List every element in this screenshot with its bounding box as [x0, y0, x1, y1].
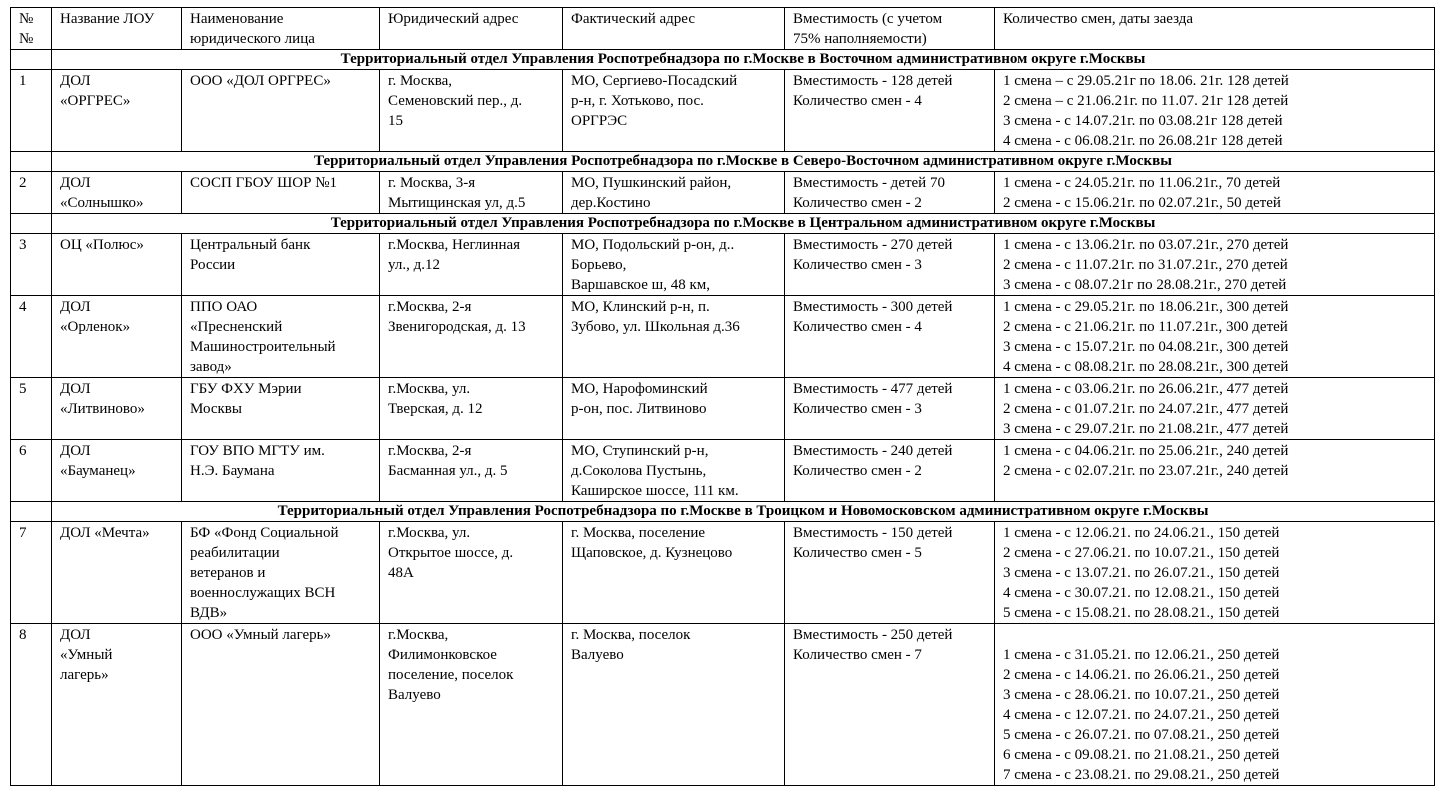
section-title: Территориальный отдел Управления Роспотребнадзора по г.Москве в Троицком и Новомосковском административном округе г.Москвы	[52, 502, 1435, 522]
text-line: юридического лица	[190, 31, 315, 47]
text-line: 1 смена - с 04.06.21г. по 25.06.21г., 240 детей	[1003, 443, 1289, 459]
text-line: Тверская, д. 12	[388, 401, 483, 417]
legal-address-cell	[380, 234, 563, 296]
capacity-cell	[785, 624, 995, 786]
text-line: г.Москва, ул.	[388, 525, 471, 541]
text-line: Центральный банк	[190, 237, 311, 253]
text-line: 4 смена - с 08.08.21г. по 28.08.21г., 300 детей	[1003, 359, 1289, 375]
capacity-cell	[785, 234, 995, 296]
text-line: Валуево	[571, 647, 624, 663]
text-line: Вместимость - 128 детей	[793, 73, 953, 89]
legal-entity-cell	[182, 522, 380, 624]
text-line: Фактический адрес	[571, 11, 695, 27]
text-line: ООО «ДОЛ ОРГРЕС»	[190, 73, 331, 89]
table-row	[11, 172, 1435, 214]
row-num: 8	[11, 624, 52, 786]
camp-name-cell	[52, 440, 182, 502]
text-line: 48А	[388, 565, 414, 581]
text-line: Количество смен - 3	[793, 401, 922, 417]
text-line: 1 смена – с 29.05.21г по 18.06. 21г. 128 детей	[1003, 73, 1289, 89]
capacity-cell	[785, 296, 995, 378]
text-line: 2 смена - с 21.06.21г. по 11.07.21г., 300 детей	[1003, 319, 1288, 335]
table-body	[11, 8, 1435, 786]
text-line: Вместимость - 477 детей	[793, 381, 953, 397]
row-num: 5	[11, 378, 52, 440]
text-line: 4 смена - с 30.07.21. по 12.08.21., 150 детей	[1003, 585, 1280, 601]
text-line: МО, Сергиево-Посадский	[571, 73, 738, 89]
capacity-cell	[785, 522, 995, 624]
text-line: «Орленок»	[60, 319, 131, 335]
section-row	[11, 152, 1435, 172]
text-line: 4 смена - с 06.08.21г. по 26.08.21г 128 детей	[1003, 133, 1283, 149]
section-num-cell	[11, 152, 52, 172]
text-line: 2 смена - с 15.06.21г. по 02.07.21г., 50 детей	[1003, 195, 1281, 211]
section-num-cell	[11, 214, 52, 234]
text-line: 15	[388, 113, 403, 129]
legal-entity-cell	[182, 296, 380, 378]
text-line: Вместимость - 240 детей	[793, 443, 953, 459]
text-line: дер.Костино	[571, 195, 651, 211]
table-row	[11, 378, 1435, 440]
text-line: Название ЛОУ	[60, 11, 155, 27]
actual-address-cell	[563, 172, 785, 214]
text-line: Звенигородская, д. 13	[388, 319, 526, 335]
text-line: Наименование	[190, 11, 284, 27]
camp-name-cell	[52, 172, 182, 214]
text-line: г.Москва, Неглинная	[388, 237, 521, 253]
capacity-cell	[785, 172, 995, 214]
text-line: 2 смена – с 21.06.21г. по 11.07. 21г 128 детей	[1003, 93, 1289, 109]
text-line: р-он, пос. Литвиново	[571, 401, 707, 417]
text-line: «Литвиново»	[60, 401, 145, 417]
text-line: 3 смена - с 29.07.21г. по 21.08.21г., 477 детей	[1003, 421, 1289, 437]
text-line: Количество смен - 7	[793, 647, 922, 663]
text-line: 3 смена - с 28.06.21. по 10.07.21., 250 детей	[1003, 687, 1280, 703]
text-line: Валуево	[388, 687, 441, 703]
text-line: р-н, г. Хотьково, пос.	[571, 93, 704, 109]
camp-name-cell	[52, 70, 182, 152]
actual-address-cell	[563, 378, 785, 440]
text-line: ДОЛ	[60, 73, 91, 89]
actual-address-cell	[563, 624, 785, 786]
text-line: ДОЛ	[60, 381, 91, 397]
text-line: 4 смена - с 12.07.21. по 24.07.21., 250 детей	[1003, 707, 1280, 723]
section-row	[11, 502, 1435, 522]
text-line: 2 смена - с 02.07.21г. по 23.07.21г., 240 детей	[1003, 463, 1289, 479]
actual-address-cell	[563, 234, 785, 296]
legal-entity-cell	[182, 440, 380, 502]
legal-address-cell	[380, 378, 563, 440]
text-line: реабилитации	[190, 545, 280, 561]
text-line: Семеновский пер., д.	[388, 93, 523, 109]
text-line: завод»	[190, 359, 232, 375]
camp-name-cell	[52, 234, 182, 296]
text-line: Москвы	[190, 401, 242, 417]
text-line: «Бауманец»	[60, 463, 136, 479]
text-line: д.Соколова Пустынь,	[571, 463, 707, 479]
text-line: 1 смена - с 12.06.21. по 24.06.21., 150 детей	[1003, 525, 1280, 541]
text-line: России	[190, 257, 236, 273]
legal-entity-cell	[182, 378, 380, 440]
text-line: Вместимость - детей 70	[793, 175, 945, 191]
text-line: Борьево,	[571, 257, 627, 273]
text-line: Н.Э. Баумана	[190, 463, 275, 479]
text-line: ДОЛ	[60, 627, 91, 643]
actual-address-cell	[563, 440, 785, 502]
row-num: 6	[11, 440, 52, 502]
text-line: МО, Нарофоминский	[571, 381, 708, 397]
text-line: Вместимость - 270 детей	[793, 237, 953, 253]
header-num	[11, 8, 52, 50]
text-line: ул., д.12	[388, 257, 440, 273]
text-line: г.Москва, 2-я	[388, 299, 472, 315]
text-line: ГБУ ФХУ Мэрии	[190, 381, 302, 397]
section-row	[11, 214, 1435, 234]
text-line: 2 смена - с 01.07.21г. по 24.07.21г., 477 детей	[1003, 401, 1289, 417]
text-line: ООО «Умный лагерь»	[190, 627, 332, 643]
text-line: ДОЛ	[60, 299, 91, 315]
text-line: БФ «Фонд Социальной	[190, 525, 339, 541]
text-line: Басманная ул., д. 5	[388, 463, 508, 479]
row-num: 3	[11, 234, 52, 296]
section-title: Территориальный отдел Управления Роспотребнадзора по г.Москве в Северо-Восточном административном округе г.Москвы	[52, 152, 1435, 172]
camp-name-cell	[52, 522, 182, 624]
legal-address-cell	[380, 522, 563, 624]
text-line: «Умный	[60, 647, 113, 663]
text-line: 2 смена - с 14.06.21. по 26.06.21., 250 детей	[1003, 667, 1280, 683]
text-line: 5 смена - с 26.07.21. по 07.08.21., 250 детей	[1003, 727, 1280, 743]
header-legal-entity	[182, 8, 380, 50]
table-row	[11, 296, 1435, 378]
text-line: 1 смена - с 03.06.21г. по 26.06.21г., 477 детей	[1003, 381, 1289, 397]
text-line: МО, Клинский р-н, п.	[571, 299, 710, 315]
text-line: №	[19, 31, 34, 47]
header-row	[11, 8, 1435, 50]
row-num: 2	[11, 172, 52, 214]
text-line: г.Москва, 2-я	[388, 443, 472, 459]
text-line: ДОЛ	[60, 443, 91, 459]
table-row	[11, 234, 1435, 296]
text-line: 2 смена - с 27.06.21. по 10.07.21., 150 детей	[1003, 545, 1280, 561]
text-line: г.Москва, ул.	[388, 381, 471, 397]
text-line: Щаповское, д. Кузнецово	[571, 545, 733, 561]
text-line: «Пресненский	[190, 319, 283, 335]
legal-address-cell	[380, 70, 563, 152]
text-line: МО, Ступинский р-н,	[571, 443, 709, 459]
legal-entity-cell	[182, 70, 380, 152]
text-line: ГОУ ВПО МГТУ им.	[190, 443, 325, 459]
camp-name-cell	[52, 624, 182, 786]
text-line: Варшавское ш, 48 км,	[571, 277, 710, 293]
text-line: Количество смен - 2	[793, 195, 922, 211]
text-line: ОРГРЭС	[571, 113, 628, 129]
text-line: ОЦ «Полюс»	[60, 237, 144, 253]
actual-address-cell	[563, 296, 785, 378]
blank-line	[1003, 625, 1430, 645]
text-line: г. Москва, поселение	[571, 525, 706, 541]
section-num-cell	[11, 50, 52, 70]
text-line: г. Москва,	[388, 73, 453, 89]
camps-table	[10, 7, 1435, 786]
text-line: Количество смен - 2	[793, 463, 922, 479]
text-line: 3 смена - с 13.07.21. по 26.07.21., 150 детей	[1003, 565, 1280, 581]
text-line: 7 смена - с 23.08.21. по 29.08.21., 250 детей	[1003, 767, 1280, 783]
header-legal-address	[380, 8, 563, 50]
shifts-cell	[995, 522, 1435, 624]
shifts-cell	[995, 378, 1435, 440]
header-actual-address	[563, 8, 785, 50]
capacity-cell	[785, 378, 995, 440]
capacity-cell	[785, 70, 995, 152]
text-line: г.Москва,	[388, 627, 449, 643]
section-title: Территориальный отдел Управления Роспотребнадзора по г.Москве в Восточном административном округе г.Москвы	[52, 50, 1435, 70]
text-line: 3 смена - с 14.07.21г. по 03.08.21г 128 детей	[1003, 113, 1283, 129]
table-row	[11, 624, 1435, 786]
legal-address-cell	[380, 624, 563, 786]
text-line: Машиностроительный	[190, 339, 336, 355]
text-line: 3 смена - с 08.07.21г по 28.08.21г., 270 детей	[1003, 277, 1287, 293]
legal-entity-cell	[182, 234, 380, 296]
text-line: 1 смена - с 31.05.21. по 12.06.21., 250 детей	[1003, 647, 1280, 663]
text-line: «ОРГРЕС»	[60, 93, 131, 109]
text-line: Зубово, ул. Школьная д.36	[571, 319, 740, 335]
text-line: г. Москва, 3-я	[388, 175, 476, 191]
text-line: Мытищинская ул, д.5	[388, 195, 526, 211]
text-line: ветеранов и	[190, 565, 266, 581]
shifts-cell	[995, 624, 1435, 786]
text-line: Количество смен - 4	[793, 319, 922, 335]
capacity-cell	[785, 440, 995, 502]
shifts-cell	[995, 234, 1435, 296]
text-line: Открытое шоссе, д.	[388, 545, 514, 561]
text-line: МО, Пушкинский район,	[571, 175, 732, 191]
table-row	[11, 522, 1435, 624]
section-num-cell	[11, 502, 52, 522]
text-line: г. Москва, поселок	[571, 627, 691, 643]
shifts-cell	[995, 172, 1435, 214]
header-shifts	[995, 8, 1435, 50]
camp-name-cell	[52, 296, 182, 378]
text-line: Вместимость - 300 детей	[793, 299, 953, 315]
text-line: Количество смен - 4	[793, 93, 922, 109]
text-line: военнослужащих ВСН	[190, 585, 336, 601]
table-row	[11, 440, 1435, 502]
text-line: ППО ОАО	[190, 299, 258, 315]
row-num: 4	[11, 296, 52, 378]
text-line: 6 смена - с 09.08.21. по 21.08.21., 250 детей	[1003, 747, 1280, 763]
section-row	[11, 50, 1435, 70]
text-line: Юридический адрес	[388, 11, 519, 27]
section-title: Территориальный отдел Управления Роспотребнадзора по г.Москве в Центральном административном округе г.Москвы	[52, 214, 1435, 234]
text-line: Каширское шоссе, 111 км.	[571, 483, 739, 499]
text-line: поселение, поселок	[388, 667, 514, 683]
table-row	[11, 70, 1435, 152]
text-line: ДОЛ «Мечта»	[60, 525, 150, 541]
text-line: ВДВ»	[190, 605, 228, 621]
text-line: Количество смен - 5	[793, 545, 922, 561]
text-line: Вместимость - 150 детей	[793, 525, 953, 541]
legal-address-cell	[380, 296, 563, 378]
text-line: Вместимость (с учетом	[793, 11, 943, 27]
header-capacity	[785, 8, 995, 50]
text-line: Количество смен, даты заезда	[1003, 11, 1194, 27]
text-line: 3 смена - с 15.07.21г. по 04.08.21г., 300 детей	[1003, 339, 1289, 355]
text-line: «Солнышко»	[60, 195, 144, 211]
legal-address-cell	[380, 440, 563, 502]
row-num: 7	[11, 522, 52, 624]
text-line: 1 смена - с 24.05.21г. по 11.06.21г., 70 детей	[1003, 175, 1281, 191]
legal-address-cell	[380, 172, 563, 214]
text-line: 1 смена - с 29.05.21г. по 18.06.21г., 300 детей	[1003, 299, 1289, 315]
legal-entity-cell	[182, 172, 380, 214]
actual-address-cell	[563, 70, 785, 152]
text-line: 1 смена - с 13.06.21г. по 03.07.21г., 270 детей	[1003, 237, 1289, 253]
text-line: 5 смена - с 15.08.21. по 28.08.21., 150 детей	[1003, 605, 1280, 621]
text-line: №	[19, 11, 34, 27]
text-line: лагерь»	[60, 667, 109, 683]
text-line: Количество смен - 3	[793, 257, 922, 273]
text-line: Вместимость - 250 детей	[793, 627, 953, 643]
shifts-cell	[995, 296, 1435, 378]
shifts-cell	[995, 70, 1435, 152]
text-line: СОСП ГБОУ ШОР №1	[190, 175, 338, 191]
text-line: ДОЛ	[60, 175, 91, 191]
text-line: 75% наполняемости)	[793, 31, 927, 47]
row-num: 1	[11, 70, 52, 152]
camp-name-cell	[52, 378, 182, 440]
shifts-cell	[995, 440, 1435, 502]
text-line: МО, Подольский р-он, д..	[571, 237, 735, 253]
text-line: Филимонковское	[388, 647, 497, 663]
text-line: 2 смена - с 11.07.21г. по 31.07.21г., 270 детей	[1003, 257, 1288, 273]
actual-address-cell	[563, 522, 785, 624]
legal-entity-cell	[182, 624, 380, 786]
header-camp-name	[52, 8, 182, 50]
